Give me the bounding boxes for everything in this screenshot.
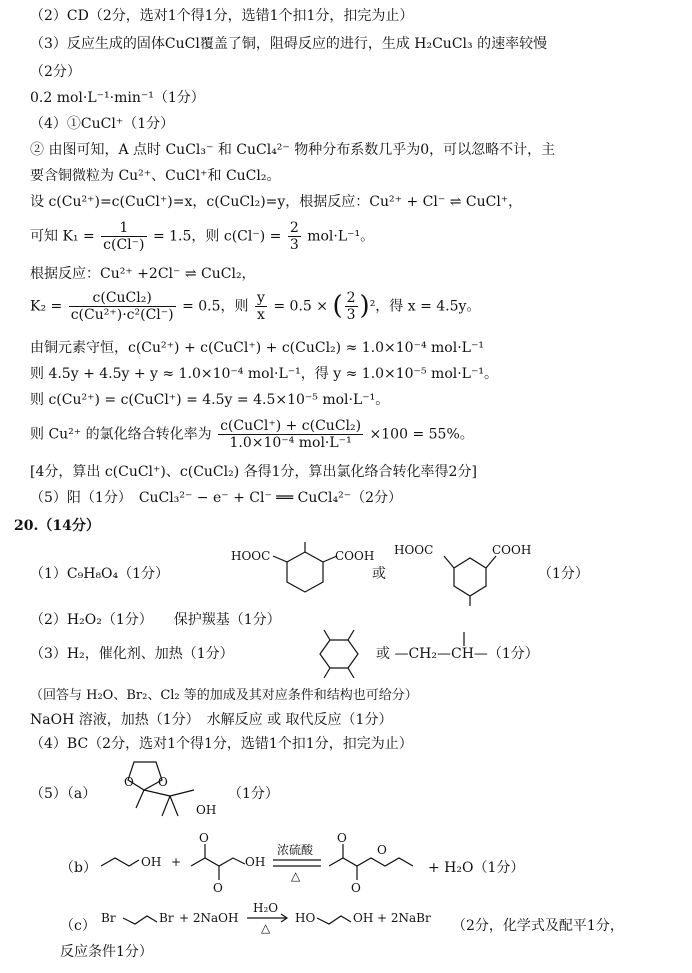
fraction: $\frac{1}{c(Cl^-)}$ bbox=[103, 220, 145, 254]
svg-text:O: O bbox=[158, 775, 168, 789]
k2-label: K₂ = bbox=[30, 298, 63, 315]
answer-line: （c） bbox=[60, 918, 96, 934]
svg-text:HOOC: HOOC bbox=[394, 543, 434, 557]
answer-line: （b） bbox=[60, 860, 97, 876]
k2-text: = 0.5，则 bbox=[182, 298, 249, 315]
answer-line: ② 由图可知，A 点时 CuCl₃⁻ 和 CuCl₄²⁻ 物种分布系数几乎为0，可以忽略不计，主 bbox=[30, 142, 556, 158]
svg-text:HOOC: HOOC bbox=[231, 549, 271, 563]
isomer-structure-2 bbox=[392, 540, 542, 610]
svg-text:+ 2NaBr: + 2NaBr bbox=[377, 911, 431, 925]
k1-text: = 1.5，则 c(Cl⁻) = bbox=[152, 228, 282, 245]
answer-line: （4）BC（2分，选对1个得1分，选错1个扣1分，扣完为止） bbox=[30, 736, 413, 752]
svg-text:O: O bbox=[337, 831, 347, 845]
answer-line: （1）C₉H₈O₄（1分） bbox=[30, 566, 170, 582]
fraction: $\frac{2}{3}$ bbox=[289, 220, 299, 254]
equation-k1 bbox=[30, 220, 374, 253]
answer-line: （2分） bbox=[30, 64, 81, 80]
svg-text:O: O bbox=[124, 775, 134, 789]
answer-line: （3）反应生成的固体CuCl覆盖了铜，阻碍反应的进行，生成 H₂CuCl₃ 的速率较慢 bbox=[30, 36, 548, 52]
svg-text:HO: HO bbox=[295, 911, 316, 925]
score-text: （1分） bbox=[538, 566, 589, 582]
answer-line: 由铜元素守恒，c(Cu²⁺) + c(CuCl⁺) + c(CuCl₂) ≈ 1.0×10⁻⁴ mol·L⁻¹ bbox=[30, 340, 484, 356]
score-text: + H₂O（1分） bbox=[428, 860, 525, 876]
svg-text:△: △ bbox=[261, 921, 271, 935]
score-text: （2分，化学式及配平1分， bbox=[452, 918, 624, 934]
bond-line bbox=[455, 628, 475, 648]
paren-left: ( bbox=[332, 291, 343, 321]
k1-label: 可知 K₁ = bbox=[30, 228, 95, 245]
k2-text3: ²，得 x = 4.5y。 bbox=[369, 298, 481, 315]
or-text: 或 —CH₂—CH—（1分） bbox=[376, 646, 539, 662]
answer-line: NaOH 溶液，加热（1分） 水解反应 或 取代反应（1分） bbox=[30, 712, 393, 728]
svg-text:+ 2NaOH: + 2NaOH bbox=[179, 911, 239, 925]
answer-line: 设 c(Cu²⁺)=c(CuCl⁺)=x，c(CuCl₂)=y，根据反应：Cu²⁺ + Cl⁻ ⇌ CuCl⁺， bbox=[30, 194, 523, 210]
score-text: （1分） bbox=[228, 786, 279, 802]
fraction: $\frac{\text{c(CuCl₂)}}{\text{c(Cu²⁺)·c²(Cl⁻)}}$ bbox=[70, 290, 174, 324]
fraction: $\frac{2}{3}$ bbox=[346, 290, 356, 324]
svg-text:COOH: COOH bbox=[335, 549, 375, 563]
answer-line: 则 c(Cu²⁺) = c(CuCl⁺) = 4.5y = 4.5×10⁻⁵ mol·L⁻¹。 bbox=[30, 392, 390, 408]
svg-text:OH: OH bbox=[245, 855, 266, 869]
svg-text:H₂O: H₂O bbox=[253, 901, 279, 915]
rate-label: 则 Cu²⁺ 的氯化络合转化率为 bbox=[30, 426, 212, 443]
svg-text:COOH: COOH bbox=[492, 543, 532, 557]
dioxolane-structure bbox=[100, 756, 220, 828]
paren-right: ) bbox=[359, 291, 370, 321]
answer-line: （5）（a） bbox=[30, 786, 97, 802]
question-number: 20.（14分） bbox=[14, 518, 100, 534]
hydrolysis-equation bbox=[95, 900, 455, 940]
svg-text:OH: OH bbox=[141, 855, 162, 869]
svg-text:O: O bbox=[377, 843, 387, 857]
answer-line: 根据反应：Cu²⁺ +2Cl⁻ ⇌ CuCl₂， bbox=[30, 266, 256, 282]
svg-text:O: O bbox=[213, 881, 223, 895]
svg-text:OH: OH bbox=[353, 911, 374, 925]
svg-text:O: O bbox=[199, 831, 209, 845]
equation-k2 bbox=[30, 290, 480, 323]
cyclohexane-structure bbox=[310, 628, 380, 680]
k2-text2: = 0.5 × bbox=[273, 298, 328, 315]
svg-text:浓硫酸: 浓硫酸 bbox=[277, 843, 314, 857]
answer-line: （2）CD（2分，选对1个得1分，选错1个扣1分，扣完为止） bbox=[30, 8, 414, 24]
isomer-structure-1 bbox=[225, 540, 375, 610]
fraction: $\frac{\text{c(CuCl⁺) + c(CuCl₂)}}{\text{1.0×10⁻⁴ mol·L⁻¹}}$ bbox=[220, 418, 362, 452]
scoring-note: [4分，算出 c(CuCl⁺)、c(CuCl₂) 各得1分，算出氯化络合转化率得2分] bbox=[30, 464, 477, 480]
equation-rate bbox=[30, 418, 474, 451]
unit-text: mol·L⁻¹。 bbox=[307, 228, 375, 245]
fraction: $\frac{y}{x}$ bbox=[256, 290, 265, 324]
esterification-equation bbox=[95, 830, 475, 900]
answer-line: （5）阳（1分） CuCl₃²⁻ − e⁻ + Cl⁻ ══ CuCl₄²⁻（2分） bbox=[30, 490, 403, 506]
scoring-note: （回答与 H₂O、Br₂、Cl₂ 等的加成及其对应条件和结构也可给分） bbox=[30, 688, 418, 703]
svg-text:△: △ bbox=[291, 869, 301, 883]
or-text: 或 bbox=[372, 566, 386, 582]
svg-text:Br: Br bbox=[159, 911, 174, 925]
svg-text:Br: Br bbox=[101, 911, 116, 925]
answer-line: 0.2 mol·L⁻¹·min⁻¹（1分） bbox=[30, 90, 205, 106]
answer-line: 要含铜微粒为 Cu²⁺、CuCl⁺和 CuCl₂。 bbox=[30, 168, 281, 184]
svg-text:O: O bbox=[351, 881, 361, 895]
answer-line: 反应条件1分） bbox=[60, 944, 153, 960]
svg-text:+: + bbox=[171, 855, 182, 869]
answer-line: 则 4.5y + 4.5y + y ≈ 1.0×10⁻⁴ mol·L⁻¹，得 y ≈ 1.0×10⁻⁵ mol·L⁻¹。 bbox=[30, 366, 498, 382]
answer-line: （3）H₂，催化剂、加热（1分） bbox=[30, 646, 234, 662]
answer-line: （2）H₂O₂（1分） 保护羰基（1分） bbox=[30, 612, 281, 628]
svg-text:OH: OH bbox=[196, 803, 217, 817]
answer-line: （4）①CuCl⁺（1分） bbox=[30, 116, 175, 132]
rate-result: ×100 = 55%。 bbox=[369, 426, 474, 443]
